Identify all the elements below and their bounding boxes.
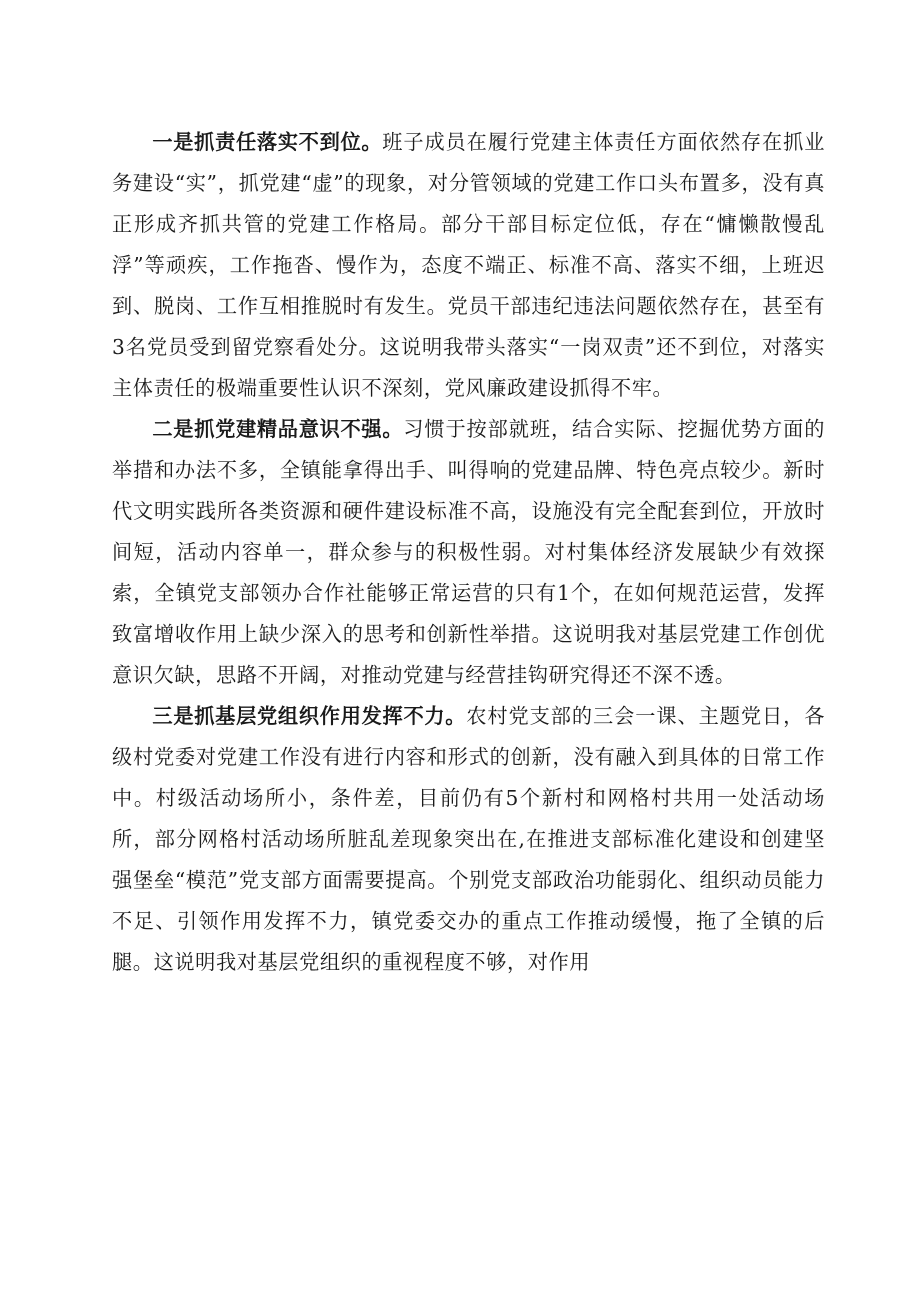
- paragraph-3-body: 农村党支部的三会一课、主题党日，各级村党委对党建工作没有进行内容和形式的创新，没有融入到具体的日常工作中。村级活动场所小，条件差，目前仍有5个新村和网格村共用一处活动场所，部分网格村活动场所脏乱差现象突出在,在推进支部标准化建设和创建坚强堡垒“模范”党支部方面需要提高。个别党支部政治功能弱化、组织动员能力不足、引领作用发挥不力，镇党委交办的重点工作推动缓慢，拖了全镇的后腿。这说明我对基层党组织的重视程度不够，对作用: [112, 704, 825, 974]
- paragraph-2-heading: 二是抓党建精品意识不强。: [152, 417, 404, 441]
- paragraph-3-heading: 三是抓基层党组织作用发挥不力。: [152, 704, 467, 728]
- paragraph-2-body: 习惯于按部就班，结合实际、挖掘优势方面的举措和办法不多，全镇能拿得出手、叫得响的党建品牌、特色亮点较少。新时代文明实践所各类资源和硬件建设标准不高，设施没有完全配套到位，开放时间短，活动内容单一，群众参与的积极性弱。对村集体经济发展缺少有效探索，全镇党支部领办合作社能够正常运营的只有1个，在如何规范运营，发挥致富增收作用上缺少深入的思考和创新性举措。这说明我对基层党建工作创优意识欠缺，思路不开阔，对推动党建与经营挂钩研究得还不深不透。: [112, 417, 825, 687]
- paragraph-2: [112, 409, 825, 696]
- paragraph-1-body: 班子成员在履行党建主体责任方面依然存在抓业务建设“实”，抓党建“虚”的现象，对分管领域的党建工作口头布置多，没有真正形成齐抓共管的党建工作格局。部分干部目标定位低，存在“慵懒散慢乱浮”等顽疾，工作拖沓、慢作为，态度不端正、标准不高、落实不细，上班迟到、脱岗、工作互相推脱时有发生。党员干部违纪违法问题依然存在，甚至有3名党员受到留党察看处分。这说明我带头落实“一岗双责”还不到位，对落实主体责任的极端重要性认识不深刻，党风廉政建设抓得不牢。: [112, 130, 825, 400]
- paragraph-1: [112, 122, 825, 409]
- paragraph-3: [112, 696, 825, 983]
- document-page: [112, 122, 825, 983]
- paragraph-1-heading: 一是抓责任落实不到位。: [152, 130, 383, 154]
